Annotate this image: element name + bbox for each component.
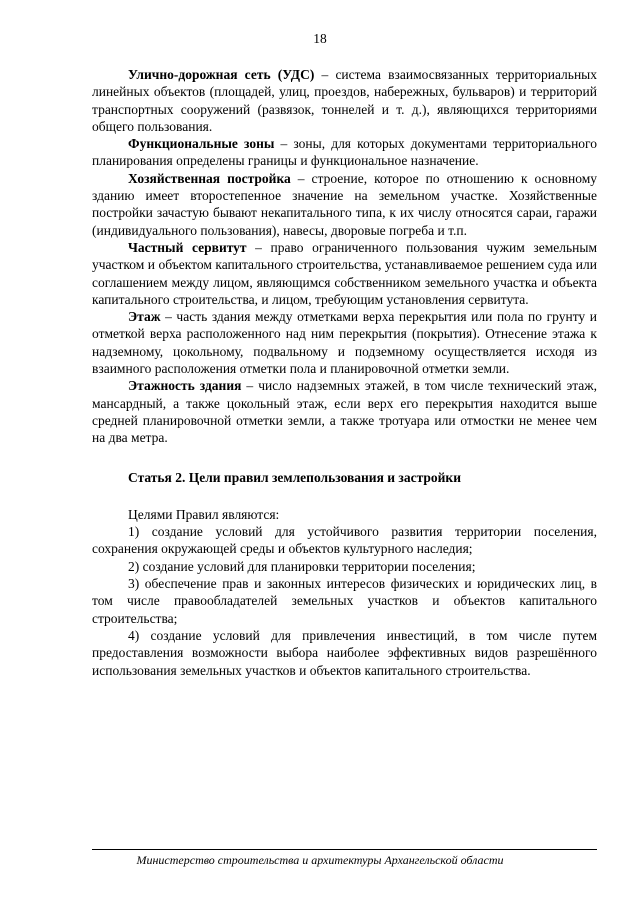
definition-term: Частный сервитут (128, 239, 247, 255)
definition-text: – зоны, для которых документами территориального планирования определены границы и функциональное назначение. (92, 136, 597, 169)
definition-term: Этаж (128, 309, 161, 325)
definition-text: – право ограниченного пользования чужим земельным участком и объектом капитального строительства, устанавливаемое решением суда или соглашением между лицом, являющимся собственником земельного участка и объекта капитального строительства, и лицом, требующим установления сервитута. (92, 239, 597, 307)
definition-text: – строение, которое по отношению к основному зданию имеет второстепенное значение на земельном участке. Хозяйственные постройки зачастую бывают некапитального типа, к их числу относятся сараи, гаражи (индивидуального пользования), навесы, дворовые погреба и т.п. (92, 170, 597, 238)
definition-paragraph (92, 135, 597, 170)
definition-paragraph (92, 239, 597, 308)
article-heading: Статья 2. Цели правил землепользования и застройки (128, 469, 461, 485)
definition-term: Функциональные зоны (128, 136, 275, 152)
article-list-item: 1) создание условий для устойчивого развития территории поселения, сохранения окружающей среды и объектов культурного наследия; (92, 524, 597, 557)
definition-paragraph (92, 66, 597, 135)
definition-term: Хозяйственная постройка (128, 170, 291, 186)
definition-paragraph (92, 170, 597, 239)
definition-text: – часть здания между отметками верха перекрытия или пола по грунту и отметкой верха расположенного над ним перекрытия (покрытия). Отнесение этажа к надземному, цокольному, подвальному и подземному осуществляется исходя из взаимного расположения отметки пола и планировочной отметки земли. (92, 309, 597, 377)
definition-term: Улично-дорожная сеть (УДС) (128, 67, 315, 82)
article-intro: Целями Правил являются: (128, 506, 280, 522)
document-body (92, 66, 597, 679)
definition-paragraph (92, 377, 597, 446)
article-list-item: 3) обеспечение прав и законных интересов физических и юридических лиц, в том числе правообладателей земельных участков и объектов капитального строительства; (92, 576, 597, 626)
article-list-item: 2) создание условий для планировки территории поселения; (128, 558, 476, 574)
definition-paragraph (92, 308, 597, 377)
definition-text: – система взаимосвязанных территориальных линейных объектов (площадей, улиц, проездов, набережных, бульваров) и территорий транспортных сооружений (развязок, тоннелей и т. д.), являющихся территориями общего пользования. (92, 67, 597, 134)
footer-divider (92, 849, 597, 850)
article-list-item: 4) создание условий для привлечения инвестиций, в том числе путем предоставления возможности выбора наиболее эффективных видов разрешённого использования земельных участков и объектов капитального строительства. (92, 627, 597, 678)
definition-text: – число надземных этажей, в том числе технический этаж, мансардный, а также цокольный этаж, если верх его перекрытия находится выше средней планировочной отметки земли, а также тротуара или отмостки не менее чем на два метра. (92, 378, 597, 446)
page-number: 18 (313, 31, 327, 46)
definition-term: Этажность здания (128, 378, 242, 394)
footer-text: Министерство строительства и архитектуры Архангельской области (136, 853, 504, 867)
